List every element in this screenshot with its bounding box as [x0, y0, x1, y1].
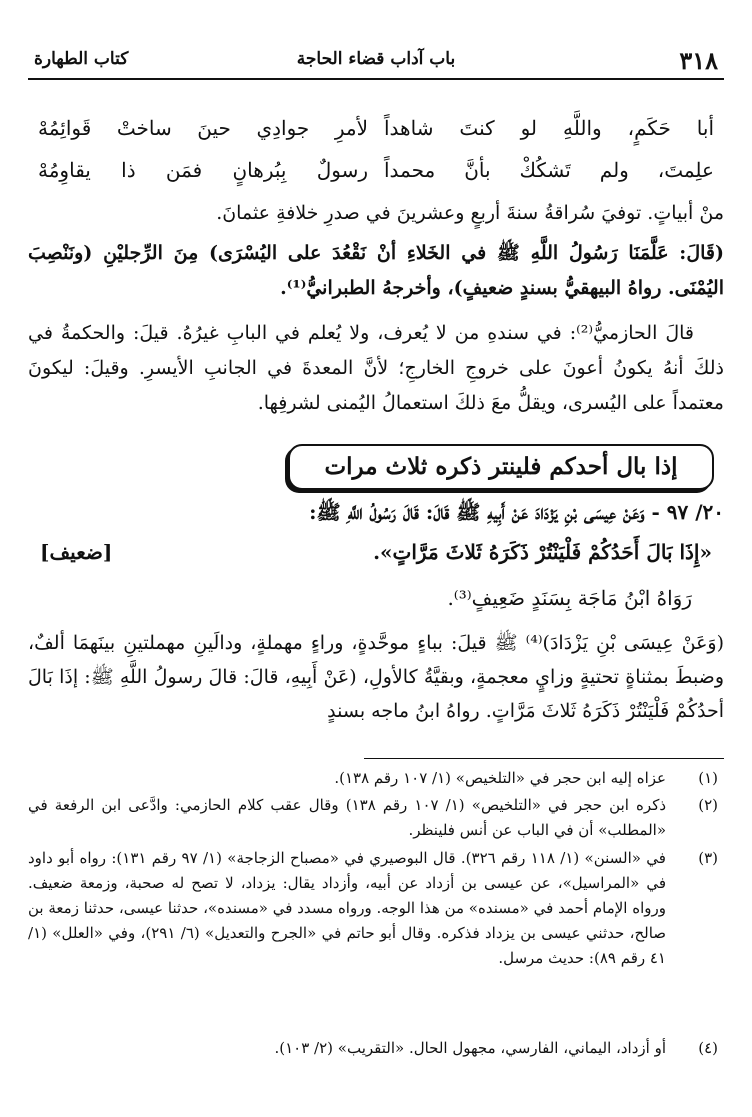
paragraph: منْ أبياتٍ. توفيَ سُراقةُ سنةَ أربعٍ وعشرينَ في صدرِ خلافةِ عثمانَ.	[216, 202, 724, 224]
page-number: ٣١٨	[679, 46, 718, 75]
paragraph-matn: (قَالَ: عَلَّمَنَا رَسُولُ اللَّهِ ﷺ في الخَلاءِ أنْ نَقْعُدَ على اليُسْرَى) مِنَ الرِّجليْنِ (ونَنْصِبَ اليُمْنَى. رواهُ البيهقيُّ بسندٍ ضعيفٍ)، وأخرجهُ الطبرانيُّ⁽¹⁾.	[28, 242, 724, 299]
footnote	[28, 846, 724, 971]
footnote	[28, 766, 724, 791]
commentary-paragraph: (وَعَنْ عِيسَى بْنِ يَزْدَادَ)⁽⁴⁾ ﷺ قيلَ: بباءٍ موحَّدةٍ، وراءٍ مهملةٍ، ودالَينِ مهملتينِ بينَهمَا ألفٌ، وضبطَ بمثناةٍ تحتيةٍ وزايٍ معجمةٍ، وبقيَّةُ كالأولِ، (عَنْ أَبِيهِ، قالَ: قالَ رسولُ اللَّهِ ﷺ: إذَا بَالَ أحدُكُمْ فَلْيَنْتُرْ ذَكَرَهُ ثَلاثَ مَرَّاتٍ. رواهُ ابنُ ماجه بسندٍ	[28, 632, 724, 722]
section-heading: إذا بال أحدكم فلينتر ذكره ثلاث مرات	[288, 444, 714, 490]
footnote-text: ذكره ابن حجر في «التلخيص» (١/ ١٠٧ رقم ١٣٨) وقال عقب كلام الحازمي: وادَّعى ابن الرفعة في «المطلب» أن في الباب عن أنس فلينظر.	[28, 796, 667, 839]
hadith-grade: [ضعيف]	[40, 540, 113, 564]
poem-verse	[28, 158, 724, 198]
footnote-number: (٤)	[698, 1039, 718, 1057]
footnote	[28, 793, 724, 843]
footnote-number: (١)	[698, 769, 718, 787]
verse-first-hemistich: علِمتَ، ولم تَشكُكْ بأنَّ محمداً	[384, 158, 714, 182]
hadith-isnad: ٢٠/ ٩٧ - وَعَنْ عِيسَى بْنِ يَزْدَادَ عَنْ أَبِيهِ ﷺ قَالَ: قَالَ رَسُولُ اللَّهِ ﷺ:	[309, 500, 724, 524]
footnote-text: عزاه إليه ابن حجر في «التلخيص» (١/ ١٠٧ رقم ١٣٨).	[334, 769, 666, 787]
poem	[28, 108, 724, 198]
footnote	[28, 1036, 724, 1061]
verse-second-hemistich: لأمرِ جوادِي حينَ ساختْ قَوائِمُهْ	[38, 116, 368, 140]
hadith-matn: «إِذَا بَالَ أَحَدُكُمْ فَلْيَنْتُرْ ذَكَرَهُ ثَلاثَ مَرَّاتٍ».	[373, 540, 712, 564]
footnote-text: أو أزداد، اليماني، الفارسي، مجهول الحال. «التقريب» (٢/ ١٠٣).	[274, 1039, 666, 1057]
hadith-takhrij: رَوَاهُ ابْنُ مَاجَة بِسَنَدٍ ضَعِيفٍ⁽³⁾.	[447, 586, 692, 610]
page-header	[28, 42, 724, 80]
footnote-separator	[364, 758, 724, 759]
poem-verse	[28, 116, 724, 156]
header-rule	[28, 78, 724, 80]
verse-second-hemistich: رسولٌ بِبُرهانٍ فمَن ذا يقاوِمُهْ	[38, 158, 368, 182]
footnote-number: (٢)	[698, 796, 718, 814]
running-book-title: كتاب الطهارة	[34, 49, 129, 69]
running-chapter-title: باب آداب قضاء الحاجة	[296, 49, 456, 69]
footnote-text: في «السنن» (١/ ١١٨ رقم ٣٢٦). قال البوصيري في «مصباح الزجاجة» (١/ ٩٧ رقم ١٣١): رواه أبو داود في «المراسيل»، عن عيسى بن أزداد عن أبيه، وأزداد يقال: يزداد، لا تصح له صحبة، وزمعة ضعيف. ورواه الإمام أحمد في «مسنده» من هذا الوجه. ورواه مسدد في «مسنده»، حدثنا عيسى، حدثنا زمعة بن صالح، حدثني عيسى بن يزداد فذكره. وقال أبو حاتم في «الجرح والتعديل» (٦/ ٢٩١)، وفي «العلل» (١/ ٤١ رقم ٨٩): حديث مرسل.	[28, 849, 667, 967]
footnote-number: (٣)	[698, 849, 718, 867]
verse-first-hemistich: أبا حَكَمٍ، واللَّهِ لو كنتَ شاهداً	[384, 116, 714, 140]
paragraph: قالَ الحازميُّ⁽²⁾: في سندهِ من لا يُعرف، ولا يُعلم في البابِ غيرُهُ. قيلَ: والحكمةُ في ذلكَ أنهُ يكونُ أعونَ على خروجِ الخارجِ؛ لأنَّ المعدةَ في الجانبِ الأيسرِ. وقيلَ: ليكونَ معتمداً على اليُسرى، ويقلُّ معَ ذلكَ استعمالُ اليُمنى لشرفِها.	[28, 322, 724, 414]
